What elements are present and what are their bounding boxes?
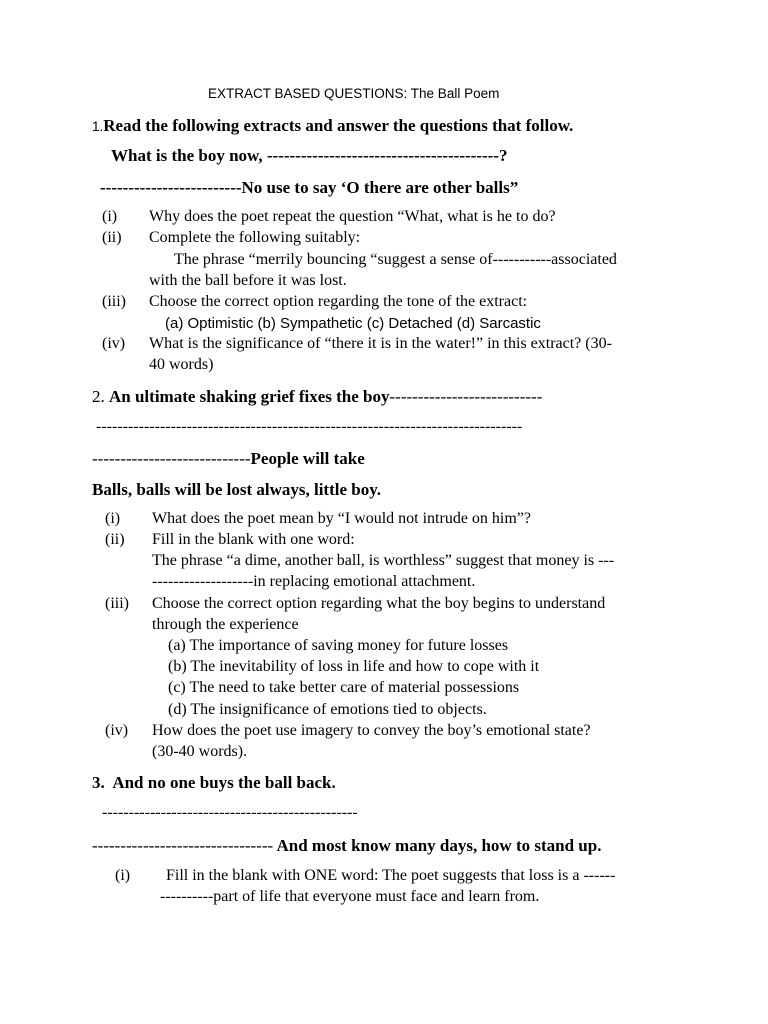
blank-dashes: ------------------------------------------------ — [102, 804, 358, 821]
question-text: -------------------in replacing emotional attachment. — [152, 573, 476, 590]
question-text: Fill in the blank with one word: — [152, 531, 355, 548]
question-text: Choose the correct option regarding what the boy begins to understand — [152, 595, 606, 612]
extract-line — [92, 449, 365, 469]
question-label: (iv) — [105, 722, 129, 739]
question-label: (ii) — [105, 531, 125, 548]
extract-text: People will take — [250, 449, 365, 468]
question-text: 40 words) — [149, 356, 214, 373]
question-label: (ii) — [102, 229, 122, 246]
question-label: (i) — [102, 208, 118, 225]
section-3-extract — [92, 773, 336, 793]
section-number: 3. — [92, 773, 105, 792]
question-label: (iii) — [102, 293, 126, 310]
section-2-extract — [92, 387, 542, 407]
section-1-heading — [92, 116, 573, 136]
extract-line: -------------------------No use to say ‘O there are other balls” — [100, 178, 519, 197]
question-text: with the ball before it was lost. — [149, 272, 347, 289]
question-label: (iv) — [102, 335, 126, 352]
extract-line: What is the boy now, -----------------------------------------? — [111, 146, 508, 165]
extract-line: Balls, balls will be lost always, little boy. — [92, 480, 382, 499]
instructions-text: Read the following extracts and answer the questions that follow. — [103, 116, 574, 135]
section-number: 1. — [92, 119, 104, 134]
question-label: (i) — [105, 510, 121, 527]
option-item: (a) The importance of saving money for future losses — [168, 637, 509, 654]
option-item: (b) The inevitability of loss in life and how to cope with it — [168, 658, 540, 675]
extract-line — [92, 836, 601, 856]
question-label: (i) — [115, 867, 131, 884]
question-text: Choose the correct option regarding the tone of the extract: — [149, 293, 528, 310]
question-text: (30-40 words). — [152, 743, 248, 760]
question-text: What is the significance of “there it is in the water!” in this extract? (30- — [149, 335, 612, 352]
blank-dashes: -------------------------------- — [92, 836, 274, 855]
option-list: (a) Optimistic (b) Sympathetic (c) Detached (d) Sarcastic — [165, 315, 541, 332]
option-item: (c) The need to take better care of material possessions — [168, 679, 520, 696]
question-text: ----------part of life that everyone must face and learn from. — [160, 888, 540, 905]
question-text: The phrase “merrily bouncing “suggest a sense of-----------associated — [174, 251, 617, 268]
blank-dashes: -------------------------------------------------------------------------------- — [96, 418, 523, 435]
question-text: Why does the poet repeat the question “What, what is he to do? — [149, 208, 556, 225]
question-text: Fill in the blank with ONE word: The poet suggests that loss is a ------ — [166, 867, 616, 884]
extract-text: And most know many days, how to stand up. — [273, 836, 602, 855]
question-text: through the experience — [152, 616, 299, 633]
question-text: Complete the following suitably: — [149, 229, 361, 246]
question-text: The phrase “a dime, another ball, is worthless” suggest that money is --- — [152, 552, 615, 569]
question-label: (iii) — [105, 595, 129, 612]
section-number: 2. — [92, 387, 105, 406]
page-title: EXTRACT BASED QUESTIONS: The Ball Poem — [208, 86, 500, 101]
blank-dashes: --------------------------- — [389, 387, 543, 406]
question-text: How does the poet use imagery to convey the boy’s emotional state? — [152, 722, 591, 739]
extract-line: And no one buys the ball back. — [112, 773, 336, 792]
extract-line: An ultimate shaking grief fixes the boy — [109, 387, 390, 406]
blank-dashes: ---------------------------- — [92, 449, 251, 468]
option-item: (d) The insignificance of emotions tied to objects. — [168, 701, 487, 718]
question-text: What does the poet mean by “I would not intrude on him”? — [152, 510, 532, 527]
